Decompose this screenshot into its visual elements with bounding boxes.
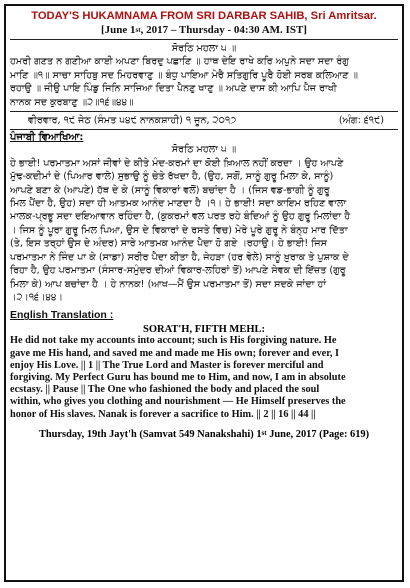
page-title: TODAY'S HUKAMNAMA FROM SRI DARBAR SAHIB, Sri Amritsar. [31, 10, 377, 22]
english-line: enjoy His Love. || 1 || The True Lord and Master is forever merciful and [10, 359, 324, 371]
footer-date-pre: Thursday, 19th Jayt'h (Samvat 549 Nanakshahi) 1 [38, 428, 262, 440]
vyakhya-line: ਮਿਲਾ ਕੇ) ਆਪ ਬਚਾਂਦਾ ਹੈ । ਹੇ ਨਾਨਕ! (ਆਖ—ਮੈਂ ਉਸ ਪਰਮਾਤਮਾ ਤੋਂ) ਸਦਾ ਸਦਕੇ ਜਾਂਦਾ ਹਾਂ [10, 278, 327, 290]
divider [10, 39, 398, 40]
divider [10, 111, 398, 112]
english-heading: English Translation : [10, 309, 114, 322]
gurmukhi-line: ਰਹਾਉ ॥ ਜੀਉ ਪਾਇ ਪਿੰਡੁ ਜਿਨਿ ਸਾਜਿਆ ਦਿਤਾ ਪੈਨਣੁ ਖਾਣੁ ॥ ਅਪਣੇ ਦਾਸ ਕੀ ਆਪਿ ਪੈਜ ਰਾਖੀ [10, 83, 337, 95]
vyakhya-line: । ਜਿਸ ਨੂੰ ਪੂਰਾ ਗੁਰੂ ਮਿਲ ਪਿਆ, ਉਸ ਦੇ ਵਿਕਾਰਾਂ ਦੇ ਰਸਤੇ ਵਿਚ) ਮੇਰੇ ਪੂਰੇ ਗੁਰੂ ਨੇ ਬੰਨ੍ਹ ਮਾਰ ਦਿੱਤਾ [10, 224, 348, 236]
header-date-post: , 2017 – Thursday - 04:30 AM. IST] [140, 24, 307, 36]
vyakhya-line: ਪਰਮਾਤਮਾ ਨੇ ਜਿੰਦ ਪਾ ਕੇ (ਸਾਡਾ) ਸਰੀਰ ਪੈਦਾ ਕੀਤਾ ਹੈ, ਜੇਹੜਾ (ਹਰ ਵੇਲੇ) ਸਾਨੂੰ ਖ਼ੁਰਾਕ ਤੇ ਪੁਸ਼ਾਕ ਦੇ [10, 251, 349, 263]
english-line: honor of His slaves. Nanak is forever a sacrifice to Him. || 2 || 16 || 44 || [10, 408, 316, 420]
english-title: SORAT'H, FIFTH MEHL: [142, 324, 266, 336]
vyakhya-line: ਹੇ ਭਾਈ! ਪਰਮਾਤਮਾ ਅਸਾਂ ਜੀਵਾਂ ਦੇ ਕੀਤੇ ਮੰਦ-ਕਰਮਾਂ ਦਾ ਕੋਈ ਖ਼ਿਆਲ ਨਹੀਂ ਕਰਦਾ । ਉਹ ਆਪਣੇ [10, 157, 344, 169]
header-date-sup: st [135, 26, 141, 34]
hukamnama-content [10, 8, 398, 440]
gurmukhi-line: ਨਾਨਕ ਸਦ ਕੁਰਬਾਣੁ ॥੨॥੧੬॥੪੪॥ [10, 96, 134, 108]
english-line: within, who gives you clothing and nourishment — He Himself preserves the [10, 396, 346, 408]
footer-date-sup: st [261, 428, 267, 437]
vyakhya-heading: ਪੰਜਾਬੀ ਵਿਆਖਿਆ: [10, 132, 84, 144]
english-line: ecstasy. || Pause || The One who fashioned the body and placed the soul [10, 384, 320, 396]
gurmukhi-line: ਮਾਣਿ ॥੧॥ ਸਾਚਾ ਸਾਹਿਬੁ ਸਦ ਮਿਹਰਵਾਣੁ ॥ ਬੰਧੁ ਪਾਇਆ ਮੇਰੈ ਸਤਿਗੁਰਿ ਪੂਰੈ ਹੋਈ ਸਰਬ ਕਲਿਆਣ ॥ [10, 69, 359, 81]
vyakhya-line: ਰਿਹਾ ਹੈ, ਉਹ ਪਰਮਾਤਮਾ (ਸੰਸਾਰ-ਸਮੁੰਦਰ ਦੀਆਂ ਵਿਕਾਰ-ਲਹਿਰਾਂ ਤੋਂ) ਆਪਣੇ ਸੇਵਕ ਦੀ ਇੱਜ਼ਤ (ਗੁਰੂ [10, 265, 346, 277]
hukamnama-card [4, 4, 404, 582]
vyakhya-line: ਮਾਲਕ-ਪ੍ਰਭੂ ਸਦਾ ਦਇਆਵਾਨ ਰਹਿੰਦਾ ਹੈ, (ਕੁਕਰਮਾਂ ਵਲ ਪਰਤ ਰਹੇ ਬੰਦਿਆਂ ਨੂੰ ਉਹ ਗੁਰੂ ਮਿਲਾਂਦਾ ਹੈ [10, 211, 351, 223]
footer-date [10, 429, 398, 440]
english-line: He did not take my accounts into account; such is His forgiving nature. He [10, 335, 337, 347]
footer-date-post: June, 2017 (Page: 619) [266, 428, 370, 440]
header-date-pre: [June 1 [101, 24, 136, 36]
divider [10, 129, 398, 130]
vyakhya-line: ਮੁੱਢ-ਕਦੀਮਾਂ ਦੇ (ਪਿਆਰ ਵਾਲੇ) ਸੁਭਾਉ ਨੂੰ ਚੇਤੇ ਰੱਖਦਾ ਹੈ, (ਉਹ, ਸਗੋਂ, ਸਾਨੂੰ ਗੁਰੂ ਮਿਲਾ ਕੇ, ਸਾਨੂੰ) [10, 171, 334, 183]
gurmukhi-heading: ਸੋਰਠਿ ਮਹਲਾ ੫ ॥ [171, 43, 237, 54]
gurmukhi-date-row [10, 114, 398, 127]
gurmukhi-date: ਵੀਰਵਾਰ, ੧੯ ਜੇਠ (ਸੰਮਤ ੫੪੯ ਨਾਨਕਸ਼ਾਹੀ) ੧ ਜੂਨ, ੨੦੧੭ [28, 115, 237, 127]
gurmukhi-line: ਹਮਰੀ ਗਣਤ ਨ ਗਣੀਆ ਕਾਈ ਅਪਣਾ ਬਿਰਦੁ ਪਛਾਣਿ ॥ ਹਾਥ ਦੇਇ ਰਾਖੇ ਕਰਿ ਅਪੁਨੇ ਸਦਾ ਸਦਾ ਰੰਗੁ [10, 56, 349, 68]
vyakhya-line: ਆਪਣੇ ਬਣਾ ਕੇ (ਆਪਣੇ) ਹੱਥ ਦੇ ਕੇ (ਸਾਨੂੰ ਵਿਕਾਰਾਂ ਵਲੋਂ) ਬਚਾਂਦਾ ਹੈ । (ਜਿਸ ਵਡ-ਭਾਗੀ ਨੂੰ ਗੁਰੂ [10, 184, 330, 196]
vyakhya-line: ।੨।੧੬।੪੪। [10, 291, 63, 303]
english-line: forgiving. My Perfect Guru has bound me to Him, and now, I am in absolute [10, 371, 346, 383]
gurmukhi-page: (ਅੰਗ: ੬੧੯) [338, 115, 384, 127]
header-date [10, 24, 398, 37]
vyakhya-subheading: ਸੋਰਠਿ ਮਹਲਾ ੫ ॥ [171, 144, 237, 156]
vyakhya-line: ਮਿਲ ਪੈਂਦਾ ਹੈ, ਉਹ) ਸਦਾ ਹੀ ਆਤਮਕ ਆਨੰਦ ਮਾਣਦਾ ਹੈ ।੧। ਹੇ ਭਾਈ! ਸਦਾ ਕਾਇਮ ਰਹਿਣ ਵਾਲਾ [10, 198, 347, 210]
vyakhya-line: (ਤੇ, ਇਸ ਤਰ੍ਹਾਂ ਉਸ ਦੇ ਅੰਦਰ) ਸਾਰੇ ਆਤਮਕ ਆਨੰਦ ਪੈਦਾ ਹੋ ਗਏ ।ਰਹਾਉ। ਹੇ ਭਾਈ! ਜਿਸ [10, 238, 328, 250]
english-line: gave me His hand, and saved me and made me His own; forever and ever, I [10, 347, 340, 359]
